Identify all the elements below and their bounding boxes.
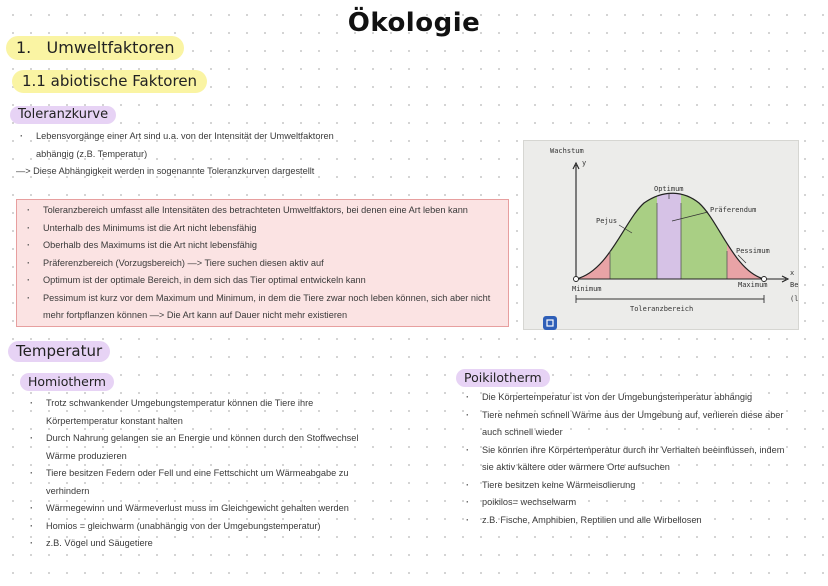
list-item: · Oberhalb des Maximums ist die Art nicht lebensfähig xyxy=(23,237,502,255)
homiotherm-label: Homiotherm xyxy=(20,373,114,391)
line: Körpertemperatur konstant halten xyxy=(46,415,183,426)
line: sie aktiv kältere oder wärmere Orte aufsuchen xyxy=(482,462,670,472)
heading-toleranzkurve xyxy=(10,106,116,122)
heading-homiotherm xyxy=(20,374,114,389)
toleranz-intro xyxy=(16,128,496,181)
y-axis-letter: y xyxy=(582,159,587,167)
subsection-heading-abiotisch xyxy=(12,72,207,90)
toleranz-definition-box xyxy=(16,199,509,327)
homiotherm-list xyxy=(26,395,406,553)
intro-line-1: Lebensvorgänge einer Art sind u.a. von der Intensität der Umweltfaktoren xyxy=(36,131,334,141)
list-item: · Optimum ist der optimale Bereich, in dem sich das Tier optimal entwickeln kann xyxy=(23,272,502,290)
line: Tiere nehmen schnell Wärme aus der Umgebung auf, verlieren diese aber xyxy=(482,409,784,420)
maximum-label: Maximum xyxy=(738,281,768,289)
list-item xyxy=(23,290,502,325)
praeferendum-label: Präferendum xyxy=(710,206,757,214)
list-item xyxy=(462,407,802,442)
line: z.B. Vögel und Säugetiere xyxy=(46,538,153,548)
list-item: · Präferenzbereich (Vorzugsbereich) —> Tiere suchen diesen aktiv auf xyxy=(23,255,502,273)
section-heading-umweltfaktoren xyxy=(6,38,184,58)
toleranzkurve-label: Toleranzkurve xyxy=(10,106,116,124)
toleranzbereich-label: Toleranzbereich xyxy=(630,305,694,313)
line: Tiere besitzen Federn oder Fell und eine Fettschicht um Wärmeabgabe zu xyxy=(46,468,349,478)
page-title: Ökologie xyxy=(347,8,481,38)
line: Homios = gleichwarm (unabhängig von der Umgebungstemperatur) xyxy=(46,520,321,531)
list-item xyxy=(462,389,802,407)
minimum-point xyxy=(574,277,579,282)
minimum-label: Minimum xyxy=(572,285,602,293)
poikilotherm-label: Poikilotherm xyxy=(456,369,550,387)
heading-poikilotherm xyxy=(456,370,550,385)
list-item xyxy=(462,512,802,530)
line: Durch Nahrung gelangen sie an Energie und können durch den Stoffwechsel xyxy=(46,433,359,443)
pessimum-left-area xyxy=(564,181,610,281)
line: verhindern xyxy=(46,485,90,496)
poikilotherm-list xyxy=(462,389,802,529)
heading-temperatur xyxy=(8,342,110,360)
pejus-label: Pejus xyxy=(596,217,618,225)
toleranzkurve-figure xyxy=(523,140,799,330)
list-item xyxy=(462,442,802,477)
intro-bullet xyxy=(16,128,496,163)
line: Die Körpertemperatur ist von der Umgebungstemperatur abhängig xyxy=(482,392,753,402)
section-number: 1. xyxy=(16,38,32,57)
pessimum-right-area xyxy=(727,181,767,281)
list-item xyxy=(462,477,802,495)
x-label-partial: Be xyxy=(790,281,798,289)
line: Tiere besitzen keine Wärmeisolierung xyxy=(482,479,636,490)
line: z.B. Fische, Amphibien, Reptilien und alle Wirbellosen xyxy=(482,514,702,525)
list-item xyxy=(462,494,802,512)
x-label-partial-2: (l xyxy=(790,295,798,303)
list-item xyxy=(26,430,406,465)
list-item xyxy=(26,518,406,536)
list-item xyxy=(26,535,406,553)
pessimum-line-2: mehr fortpflanzen können —> Die Art kann auf Dauer nicht mehr existieren xyxy=(43,310,348,320)
subsection-label: 1.1 abiotische Faktoren xyxy=(12,70,207,93)
list-item xyxy=(26,465,406,500)
line: Trotz schwankender Umgebungstemperatur können die Tiere ihre xyxy=(46,398,314,408)
bookmark-icon[interactable] xyxy=(543,316,557,330)
temperatur-label: Temperatur xyxy=(8,341,110,362)
x-axis-letter: x xyxy=(790,269,795,277)
pessimum-line-1: Pessimum ist kurz vor dem Maximum und Minimum, in dem die Tiere zwar noch leben können, sich aber nicht xyxy=(43,292,491,303)
list-item xyxy=(26,395,406,430)
section-label: Umweltfaktoren xyxy=(46,38,175,57)
y-label: Wachstum xyxy=(550,147,584,155)
line: poikilos= wechselwarm xyxy=(482,497,577,507)
intro-arrow-line: —> Diese Abhängigkeit werden in sogenannte Toleranzkurven dargestellt xyxy=(16,166,315,176)
line: Wärme produzieren xyxy=(46,450,127,461)
line: Wärmegewinn und Wärmeverlust muss im Gleichgewicht gehalten werden xyxy=(46,503,349,513)
list-item: · Unterhalb des Minimums ist die Art nicht lebensfähig xyxy=(23,220,502,238)
list-item xyxy=(26,500,406,518)
line: Sie können ihre Körpertemperatur durch ihr Verhalten beeinflussen, indem xyxy=(482,444,785,455)
toleranzkurve-diagram xyxy=(524,141,798,329)
pejus-left-area xyxy=(610,181,657,281)
pessimum-label: Pessimum xyxy=(736,247,770,255)
optimum-label: Optimum xyxy=(654,185,684,193)
line: auch schnell wieder xyxy=(482,427,563,437)
list-item: · Toleranzbereich umfasst alle Intensitäten des betrachteten Umweltfaktors, bei denen eine Art leben kann xyxy=(23,202,502,220)
intro-line-2: abhängig (z.B. Temperatur) xyxy=(36,148,148,159)
